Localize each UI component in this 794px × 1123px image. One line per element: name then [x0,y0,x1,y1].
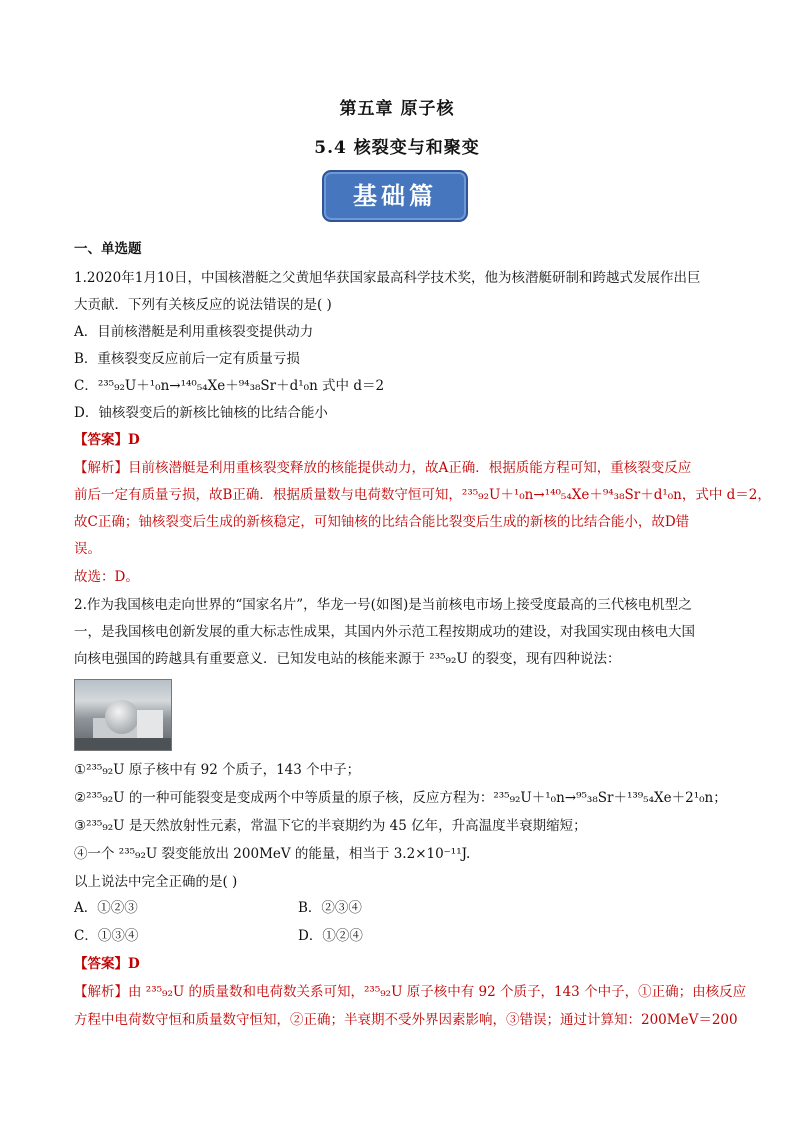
q2-stem-line2: 一，是我国核电创新发展的重大标志性成果，其国内外示范工程按期成功的建设，对我国实现由核电大国 [74,624,695,640]
nuclear-plant-photo [74,679,172,751]
q1-analysis-line3: 故C正确；铀核裂变后生成的新核稳定，可知铀核的比结合能比裂变后生成的新核的比结合能小，故D错 [74,514,690,530]
q2-option-d: D．①②④ [298,928,363,944]
q2-option-a: A．①②③ [74,900,138,916]
q2-statement-4: ④一个 ²³⁵₉₂U 裂变能放出 200MeV 的能量，相当于 3.2×10⁻¹¹J. [74,846,471,862]
q1-analysis-line1: 【解析】目前核潜艇是利用重核裂变释放的核能提供动力，故A正确．根据质能方程可知，重核裂变反应 [74,460,692,476]
q2-stem-line1: 2.作为我国核电走向世界的“国家名片”，华龙一号(如图)是当前核电市场上接受度最高的三代核电机型之 [74,597,692,613]
q2-analysis-line1: 【解析】由 ²³⁵₉₂U 的质量数和电荷数关系可知，²³⁵₉₂U 原子核中有 92 个质子，143 个中子，①正确；由核反应 [74,984,747,1000]
section-title: 5.4 核裂变与和聚变 [314,138,480,158]
ground-shape [75,738,172,751]
q1-option-b: B．重核裂变反应前后一定有质量亏损 [74,351,300,367]
q1-analysis-line4: 误。 [74,541,101,557]
plant-block-shape [137,710,163,738]
q2-option-b: B．②③④ [298,900,362,916]
reactor-dome-shape [105,700,139,734]
q2-statement-2: ②²³⁵₉₂U 的一种可能裂变是变成两个中等质量的原子核，反应方程为：²³⁵₉₂U＋¹₀n→⁹⁵₃₈Sr＋¹³⁹₅₄Xe＋2¹₀n； [74,790,727,806]
chapter-title: 第五章 原子核 [339,99,455,119]
q2-answer: 【答案】D [74,956,140,972]
q1-option-c: C．²³⁵₉₂U＋¹₀n→¹⁴⁰₅₄Xe＋⁹⁴₃₈Sr＋d¹₀n 式中 d＝2 [74,378,385,394]
q2-option-c: C．①③④ [74,928,139,944]
part-heading: 一、单选题 [74,241,142,257]
q2-question: 以上说法中完全正确的是( ) [74,874,238,890]
q1-option-d: D．铀核裂变后的新核比铀核的比结合能小 [74,405,328,421]
q1-stem-line1: 1.2020年1月10日，中国核潜艇之父黄旭华获国家最高科学技术奖，他为核潜艇研制和跨越式发展作出巨 [74,270,701,286]
q1-option-a: A．目前核潜艇是利用重核裂变提供动力 [74,324,314,340]
q1-analysis-line2: 前后一定有质量亏损，故B正确．根据质量数与电荷数守恒可知，²³⁵₉₂U＋¹₀n→¹⁴⁰₅₄Xe＋⁹⁴₃₈Sr＋d¹₀n，式中 d＝2， [74,487,771,503]
q2-statement-1: ①²³⁵₉₂U 原子核中有 92 个质子，143 个中子； [74,762,361,778]
q1-answer: 【答案】D [74,432,140,448]
q2-analysis-line2: 方程中电荷数守恒和质量数守恒知，②正确；半衰期不受外界因素影响，③错误；通过计算知：200MeV＝200 [74,1012,738,1028]
q1-conclusion: 故选：D。 [74,569,139,585]
q1-stem-line2: 大贡献．下列有关核反应的说法错误的是( ) [74,297,332,313]
q2-statement-3: ③²³⁵₉₂U 是天然放射性元素，常温下它的半衰期约为 45 亿年，升高温度半衰期缩短； [74,818,587,834]
q2-stem-line3: 向核电强国的跨越具有重要意义．已知发电站的核能来源于 ²³⁵₉₂U 的裂变，现有四种说法： [74,651,621,667]
level-banner: 基础篇 [322,170,468,222]
